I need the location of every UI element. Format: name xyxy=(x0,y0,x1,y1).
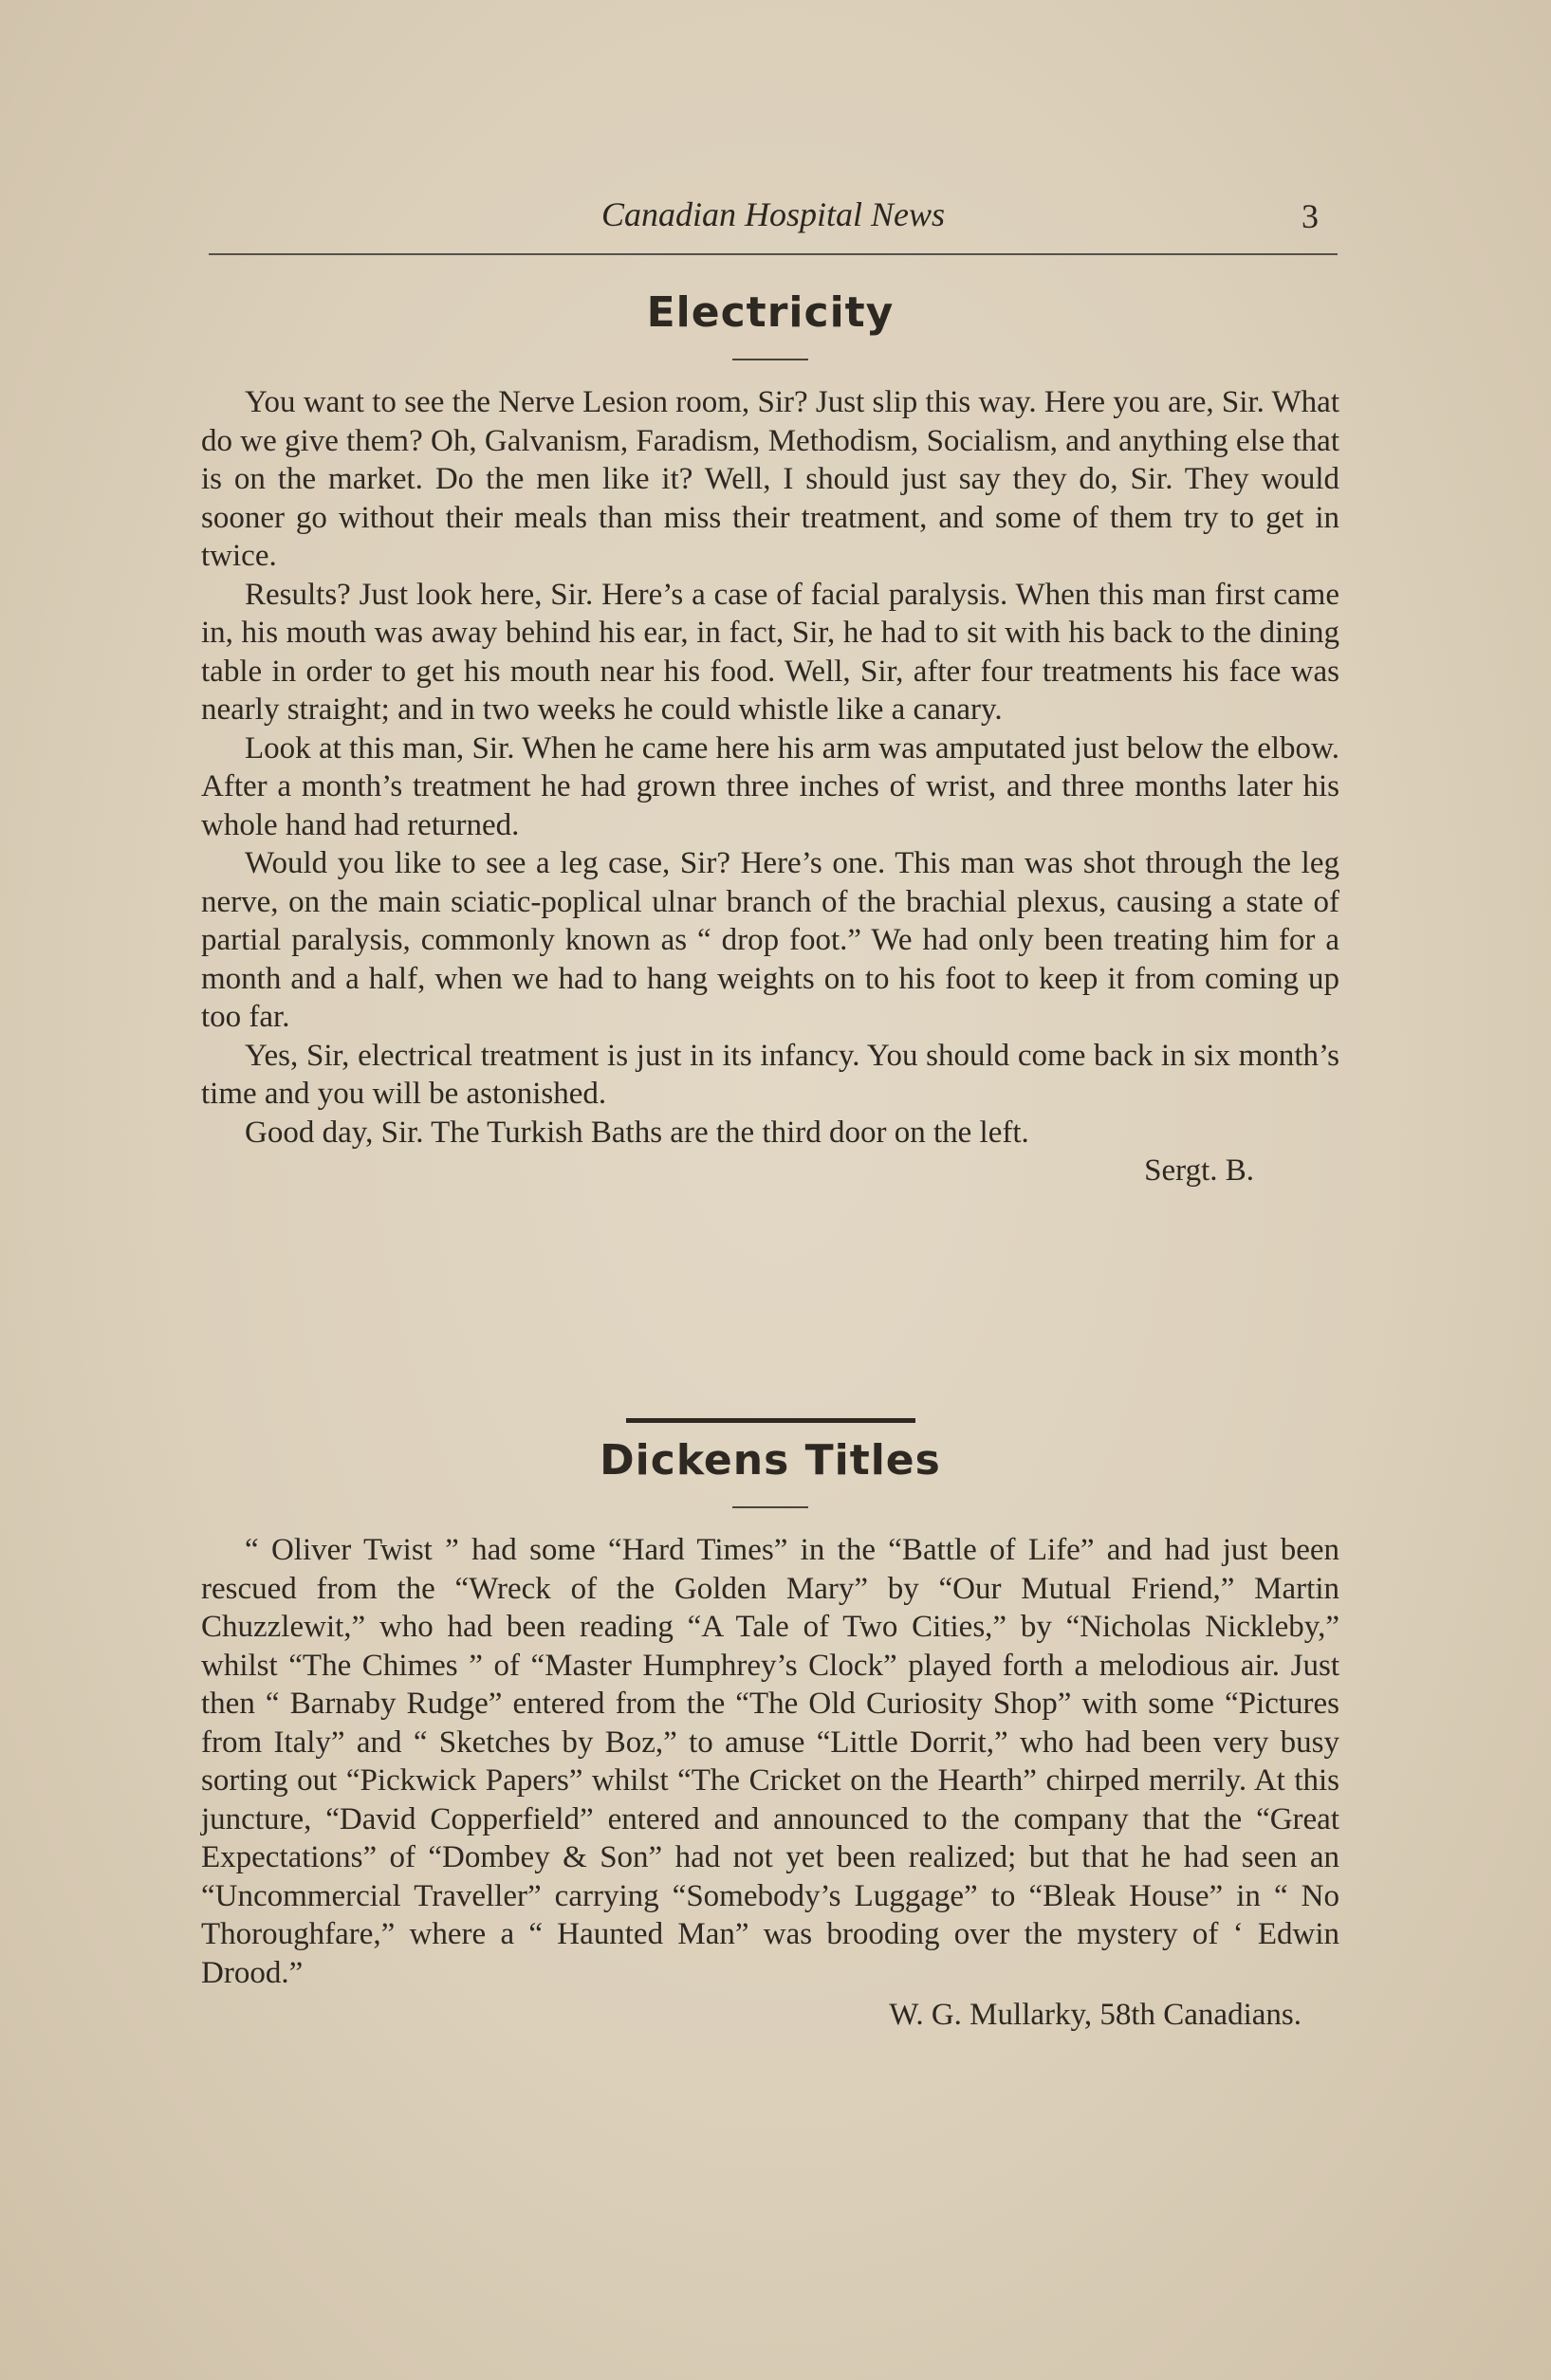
paragraph: Results? Just look here, Sir. Here’s a case of facial paralysis. When this man first came in, his mouth was away behind his ear, in fact, Sir, he had to sit with his back to the dining table in order to get his mouth near his food. Well, Sir, after four treatments his face was nearly straight; and in two weeks he could whistle like a canary. xyxy=(201,577,1339,727)
paragraph: Yes, Sir, electrical treatment is just in its infancy. You should come back in six month’s time and you will be astonished. xyxy=(201,1038,1339,1111)
header-rule xyxy=(209,253,1338,255)
title-rule xyxy=(732,359,808,360)
running-header xyxy=(209,194,1338,251)
title-rule xyxy=(732,1506,808,1508)
paragraph: Would you like to see a leg case, Sir? Here’s one. This man was shot through the leg nerve, on the main sciatic-poplical ulnar branch of the brachial plexus, causing a state of partial paralysis, commonly known as “ drop foot.” We had only been treating him for a month and a half, when we had to hang weights on to his foot to keep it from coming up too far. xyxy=(201,846,1339,1034)
paragraph: “ Oliver Twist ” had some “Hard Times” in the “Battle of Life” and had just been rescued from the “Wreck of the Golden Mary” by “Our Mutual Friend,” Martin Chuzzlewit,” who had been reading “A Tale of Two Cities,” by “Nicholas Nickleby,” whilst “The Chimes ” of “Master Humphrey’s Clock” played forth a melodious air. Just then “ Barnaby Rudge” entered from the “The Old Curiosity Shop” with some “Pictures from Italy” and “ Sketches by Boz,” to amuse “Little Dorrit,” who had been very busy sorting out “Pickwick Papers” whilst “The Cricket on the Hearth” chirped merrily. At this juncture, “David Copperfield” entered and announced to the company that the “Great Expectations” of “Dombey & Son” had not yet been realized; but that he had seen an “Uncommercial Traveller” carrying “Somebody’s Luggage” to “Bleak House” in “ No Thoroughfare,” where a “ Haunted Man” was brooding over the mystery of ‘ Edwin Drood.” xyxy=(201,1533,1339,1990)
article-electricity xyxy=(201,285,1339,1190)
paragraph: Look at this man, Sir. When he came here his arm was amputated just below the elbow. After a month’s treatment he had grown three inches of wrist, and three months later his whole hand had returned. xyxy=(201,730,1339,842)
article-title: Electricity xyxy=(646,288,895,337)
section-divider xyxy=(626,1418,915,1423)
paragraph: You want to see the Nerve Lesion room, Sir? Just slip this way. Here you are, Sir. What do we give them? Oh, Galvanism, Faradism, Methodism, Socialism, and anything else that is on the market. Do the men like it? Well, I should just say they do, Sir. They would sooner go without their meals than miss their treatment, and some of them try to get in twice. xyxy=(201,385,1339,573)
article-title: Dickens Titles xyxy=(600,1436,941,1485)
signature: W. G. Mullarky, 58th Canadians. xyxy=(889,1998,1302,2032)
signature: Sergt. B. xyxy=(1144,1153,1254,1188)
article-dickens-titles xyxy=(201,1432,1339,2034)
paragraph: Good day, Sir. The Turkish Baths are the third door on the left. xyxy=(245,1115,1029,1150)
page-number: 3 xyxy=(1302,197,1319,235)
running-title: Canadian Hospital News xyxy=(600,195,946,233)
